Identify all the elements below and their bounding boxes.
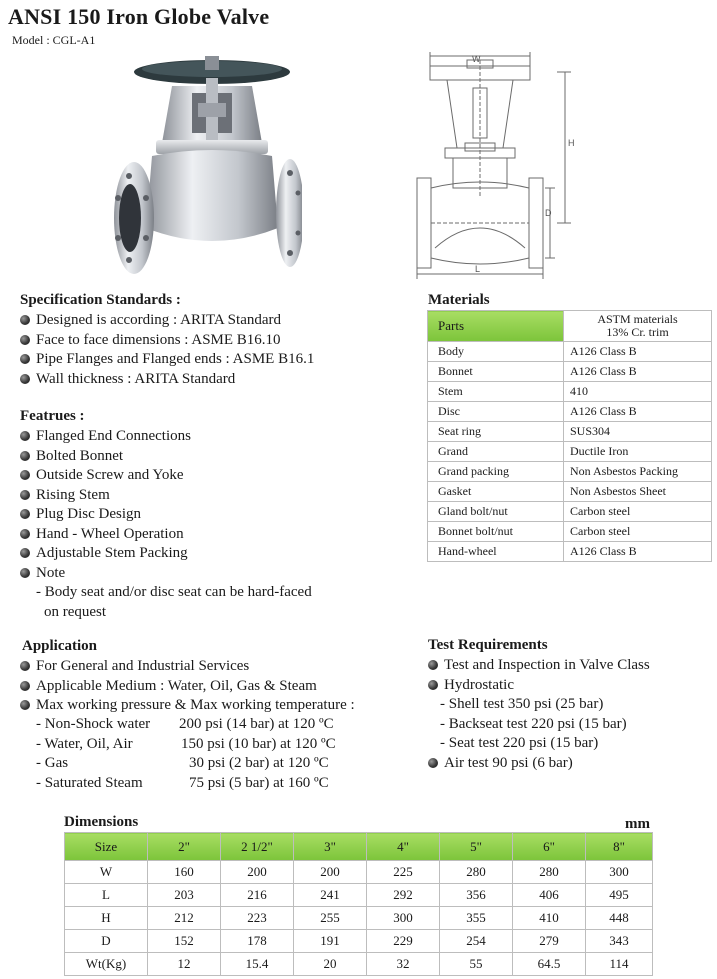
- table-row: W 160 200 200 225 280 280 300: [65, 861, 653, 884]
- feature-item: Rising Stem: [20, 486, 312, 506]
- bullet-icon: [20, 451, 30, 461]
- dimensions-heading: Dimensions: [64, 814, 139, 830]
- table-header-row: [65, 833, 653, 861]
- table-row: Gasket Non Asbestos Sheet: [428, 482, 712, 502]
- application-list: [20, 657, 355, 716]
- column-header: 5": [440, 833, 513, 861]
- dimensions-table: [64, 832, 653, 976]
- table-row: Bonnet A126 Class B: [428, 362, 712, 382]
- application-item: Max working pressure & Max working temperature :: [20, 696, 355, 716]
- column-header: 4": [367, 833, 440, 861]
- bullet-icon: [20, 354, 30, 364]
- application-item: For General and Industrial Services: [20, 657, 355, 677]
- page-title: ANSI 150 Iron Globe Valve: [8, 4, 270, 29]
- column-header: 8": [586, 833, 653, 861]
- spec-item: Wall thickness : ARITA Standard: [20, 370, 314, 390]
- valve-photo: [112, 48, 302, 278]
- spec-item: Pipe Flanges and Flanged ends : ASME B16.1: [20, 350, 314, 370]
- bullet-icon: [20, 548, 30, 558]
- feature-item: Plug Disc Design: [20, 505, 312, 525]
- table-row: Disc A126 Class B: [428, 402, 712, 422]
- table-row: L 203 216 241 292 356 406 495: [65, 884, 653, 907]
- table-row: Wt(Kg) 12 15.4 20 32 55 64.5 114: [65, 953, 653, 976]
- feature-item: Note: [20, 564, 312, 584]
- column-header: Parts: [428, 311, 564, 342]
- feature-item: Hand - Wheel Operation: [20, 525, 312, 545]
- feature-item: Adjustable Stem Packing: [20, 544, 312, 564]
- note-line: - Body seat and/or disc seat can be hard-faced: [36, 584, 312, 600]
- bullet-icon: [20, 700, 30, 710]
- table-row: H 212 223 255 300 355 410 448: [65, 907, 653, 930]
- column-header: 6": [513, 833, 586, 861]
- table-row: Gland bolt/nut Carbon steel: [428, 502, 712, 522]
- spec-item: Designed is according : ARITA Standard: [20, 311, 314, 331]
- test-item: Test and Inspection in Valve Class: [428, 656, 650, 676]
- spec-heading: Specification Standards :: [20, 292, 181, 308]
- hydro-test: - Backseat test 220 psi (15 bar): [440, 715, 627, 732]
- table-row: Body A126 Class B: [428, 342, 712, 362]
- feature-item: Bolted Bonnet: [20, 447, 312, 467]
- table-row: Stem 410: [428, 382, 712, 402]
- bullet-icon: [20, 681, 30, 691]
- dim-label-w: W: [472, 54, 481, 64]
- test-item: Hydrostatic: [428, 676, 650, 696]
- spec-item: Face to face dimensions : ASME B16.10: [20, 331, 314, 351]
- hydro-test: - Shell test 350 psi (25 bar): [440, 696, 604, 712]
- condition-list: [36, 715, 336, 793]
- table-row: Seat ring SUS304: [428, 422, 712, 442]
- bullet-icon: [428, 660, 438, 670]
- bullet-icon: [20, 568, 30, 578]
- tests-list: [428, 656, 650, 773]
- column-header: 3": [294, 833, 367, 861]
- column-header: 2 1/2": [221, 833, 294, 861]
- condition-row: - Non-Shock water 200 psi (14 bar) at 120 ºC: [36, 716, 334, 732]
- table-row: Bonnet bolt/nut Carbon steel: [428, 522, 712, 542]
- column-header: Size: [65, 833, 148, 861]
- note-line: on request: [44, 603, 107, 620]
- condition-row: - Saturated Steam 75 psi (5 bar) at 160 ºC: [36, 774, 329, 791]
- features-list: [20, 427, 312, 622]
- bullet-icon: [20, 490, 30, 500]
- bullet-icon: [428, 680, 438, 690]
- dim-label-d: D: [545, 208, 552, 218]
- column-header: ASTM materials 13% Cr. trim: [564, 311, 712, 342]
- bullet-icon: [20, 509, 30, 519]
- tests-heading: Test Requirements: [428, 637, 548, 653]
- bullet-icon: [20, 529, 30, 539]
- table-row: Grand packing Non Asbestos Packing: [428, 462, 712, 482]
- table-row: Grand Ductile Iron: [428, 442, 712, 462]
- dim-label-l: L: [475, 264, 481, 274]
- spec-list: [20, 311, 314, 389]
- valve-drawing: [405, 48, 595, 280]
- condition-row: - Gas 30 psi (2 bar) at 120 ºC: [36, 755, 329, 771]
- feature-item: Flanged End Connections: [20, 427, 312, 447]
- features-heading: Featrues :: [20, 408, 85, 424]
- bullet-icon: [20, 335, 30, 345]
- materials-table: [427, 310, 712, 562]
- materials-heading: Materials: [428, 292, 490, 308]
- model-number: Model : CGL-A1: [12, 33, 96, 47]
- bullet-icon: [20, 315, 30, 325]
- bullet-icon: [428, 758, 438, 768]
- table-header-row: [428, 311, 712, 342]
- dim-label-h: H: [568, 138, 575, 148]
- application-heading: Application: [22, 638, 98, 654]
- table-row: Hand-wheel A126 Class B: [428, 542, 712, 562]
- test-item: Air test 90 psi (6 bar): [428, 754, 650, 774]
- dimensions-unit: mm: [625, 816, 650, 832]
- bullet-icon: [20, 431, 30, 441]
- bullet-icon: [20, 374, 30, 384]
- feature-item: Outside Screw and Yoke: [20, 466, 312, 486]
- table-row: D 152 178 191 229 254 279 343: [65, 930, 653, 953]
- bullet-icon: [20, 470, 30, 480]
- condition-row: - Water, Oil, Air 150 psi (10 bar) at 120 ºC: [36, 735, 336, 752]
- bullet-icon: [20, 661, 30, 671]
- hydro-test: - Seat test 220 psi (15 bar): [440, 735, 599, 751]
- column-header: 2": [148, 833, 221, 861]
- application-item: Applicable Medium : Water, Oil, Gas & Steam: [20, 677, 355, 697]
